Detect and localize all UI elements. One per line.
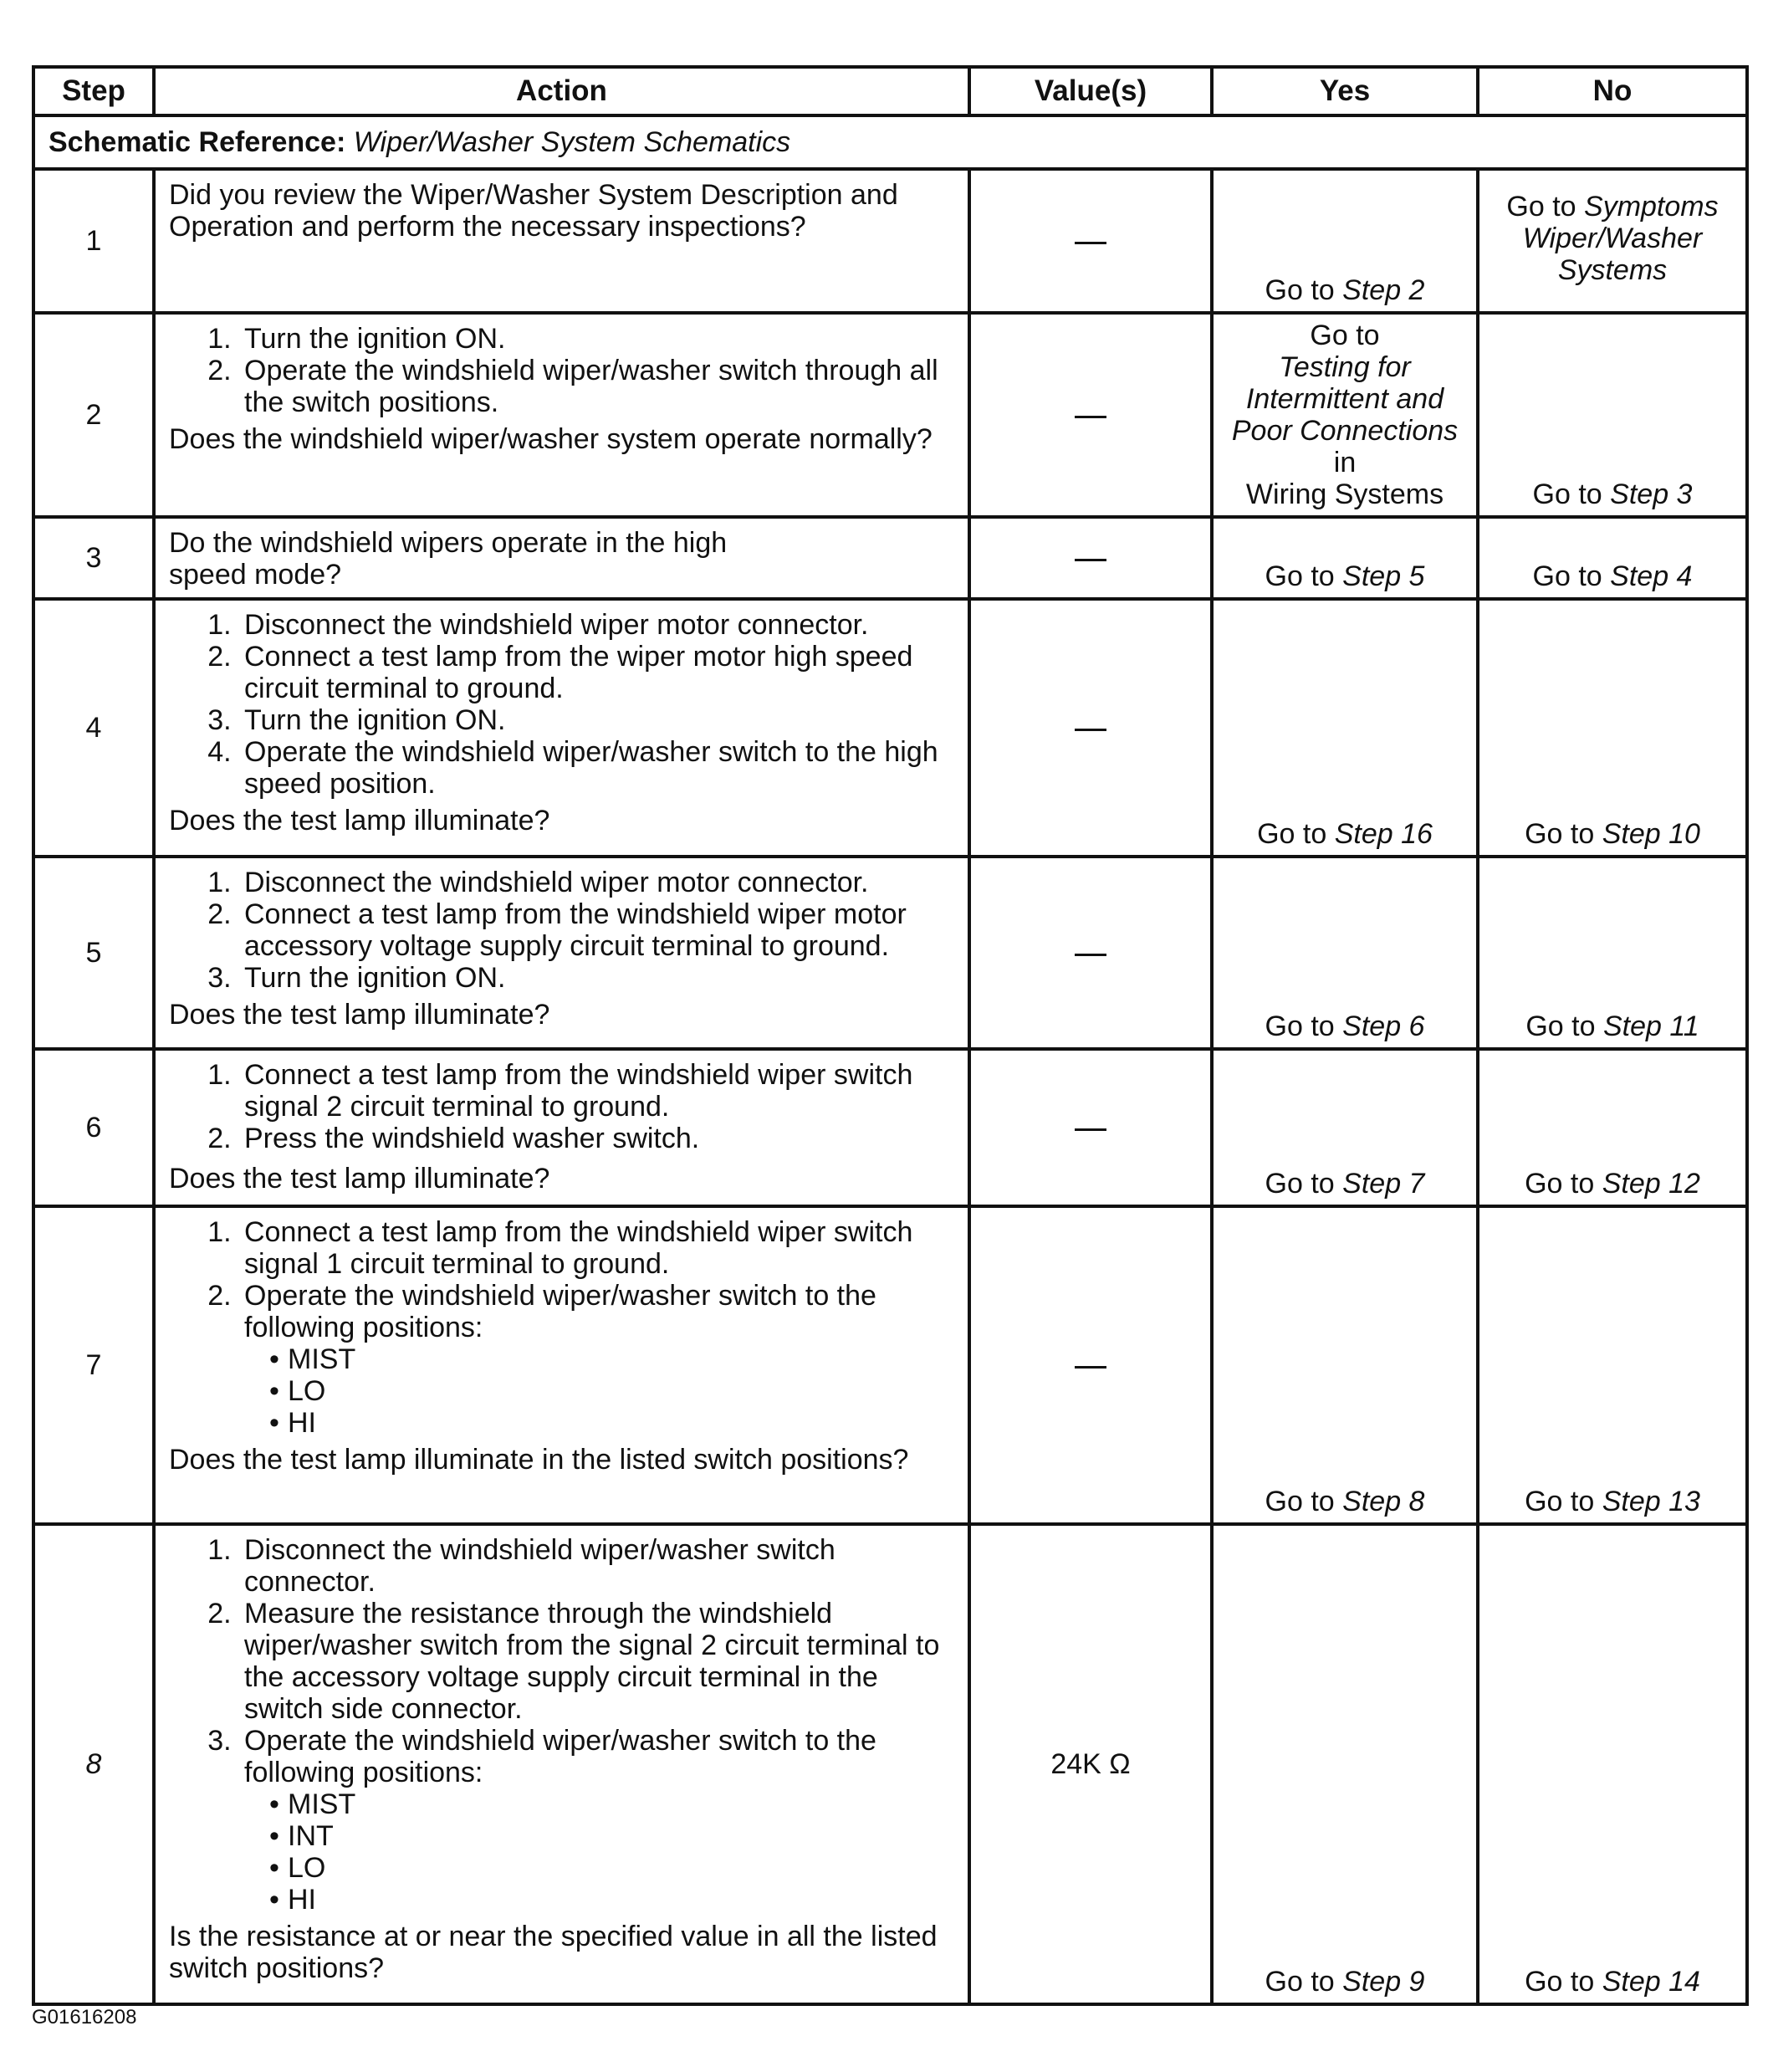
table-row xyxy=(33,1206,1747,1524)
table-row xyxy=(33,1049,1747,1206)
diagnostic-table xyxy=(32,65,1749,2006)
no-prefix: Go to xyxy=(1525,1966,1595,1998)
action-step: 2. Connect a test lamp from the windshield wiper motor accessory voltage supply circuit terminal to ground. xyxy=(239,898,953,962)
dash-icon xyxy=(1075,242,1106,244)
yes-cell xyxy=(1212,599,1478,857)
action-step xyxy=(239,1280,953,1439)
figure-code: G01616208 xyxy=(32,2006,137,2029)
yes-link[interactable]: Testing for Intermittent and Poor Connections xyxy=(1231,351,1459,447)
yes-cell xyxy=(1212,1524,1478,2004)
no-prefix: Go to xyxy=(1532,560,1602,592)
step-number: 8 xyxy=(33,1524,154,2004)
header-step: Step xyxy=(33,67,154,115)
schematic-reference xyxy=(33,115,1747,169)
dash-icon xyxy=(1075,1366,1106,1369)
yes-link[interactable]: Step 2 xyxy=(1342,274,1425,306)
list-item: • HI xyxy=(288,1884,953,1916)
step-number: 7 xyxy=(33,1206,154,1524)
yes-cell xyxy=(1212,1206,1478,1524)
no-prefix: Go to xyxy=(1525,1010,1596,1042)
no-link[interactable]: Symptoms Wiper/Washer Systems xyxy=(1522,191,1719,286)
switch-positions xyxy=(244,1343,953,1439)
action-step: 1. Turn the ignition ON. xyxy=(239,323,953,355)
switch-positions xyxy=(244,1788,953,1916)
table-row xyxy=(33,517,1747,599)
action-step: 3. Turn the ignition ON. xyxy=(239,962,953,994)
header-no: No xyxy=(1478,67,1747,115)
action-step: 1. Disconnect the windshield wiper/washer switch connector. xyxy=(239,1534,953,1598)
table-row xyxy=(33,599,1747,857)
action-question: Is the resistance at or near the specified value in all the listed switch positions? xyxy=(169,1921,938,1984)
schematic-reference-label: Schematic Reference: xyxy=(49,126,346,158)
action-step: 2. Operate the windshield wiper/washer switch through all the switch positions. xyxy=(239,355,953,418)
list-item: • MIST xyxy=(288,1343,953,1375)
no-cell xyxy=(1478,599,1747,857)
value-cell xyxy=(969,857,1212,1049)
action-cell xyxy=(154,1524,969,2004)
action-step: 1. Connect a test lamp from the windshield wiper switch signal 1 circuit terminal to ground. xyxy=(239,1216,953,1280)
schematic-reference-link[interactable]: Wiper/Washer System Schematics xyxy=(353,126,791,158)
no-cell xyxy=(1478,1206,1747,1524)
step-number: 3 xyxy=(33,517,154,599)
action-step-text: Operate the windshield wiper/washer switch to the following positions: xyxy=(244,1725,876,1788)
action-step xyxy=(239,1725,953,1916)
yes-cell xyxy=(1212,517,1478,599)
dash-icon xyxy=(1075,1128,1106,1131)
yes-prefix: Go to xyxy=(1310,320,1380,351)
yes-cell xyxy=(1212,857,1478,1049)
yes-prefix: Go to xyxy=(1265,560,1335,592)
step-number: 6 xyxy=(33,1049,154,1206)
yes-prefix: Go to xyxy=(1265,1168,1335,1200)
value-cell xyxy=(969,517,1212,599)
action-cell xyxy=(154,1206,969,1524)
yes-prefix: Go to xyxy=(1265,1010,1335,1042)
action-question: Does the windshield wiper/washer system operate normally? xyxy=(169,423,933,455)
yes-link[interactable]: Step 5 xyxy=(1342,560,1425,592)
value-cell xyxy=(969,1049,1212,1206)
table-row xyxy=(33,1524,1747,2004)
yes-cell xyxy=(1212,313,1478,517)
no-cell xyxy=(1478,1049,1747,1206)
yes-link[interactable]: Step 16 xyxy=(1334,818,1433,850)
no-prefix: Go to xyxy=(1525,1168,1595,1200)
no-link[interactable]: Step 13 xyxy=(1602,1486,1700,1517)
dash-icon xyxy=(1075,559,1106,561)
step-number: 5 xyxy=(33,857,154,1049)
action-steps xyxy=(169,1534,953,1916)
value-cell xyxy=(969,313,1212,517)
no-prefix: Go to xyxy=(1532,478,1602,510)
action-step: 2. Connect a test lamp from the wiper motor high speed circuit terminal to ground. xyxy=(239,641,953,704)
action-cell xyxy=(154,599,969,857)
action-cell xyxy=(154,313,969,517)
resistance-value: 24K Ω xyxy=(1050,1748,1131,1780)
no-prefix: Go to xyxy=(1525,1486,1595,1517)
table-row xyxy=(33,857,1747,1049)
no-cell xyxy=(1478,857,1747,1049)
action-step: 1. Disconnect the windshield wiper motor connector. xyxy=(239,609,953,641)
action-steps xyxy=(169,609,953,800)
yes-cell xyxy=(1212,1049,1478,1206)
action-step: 1. Connect a test lamp from the windshield wiper switch signal 2 circuit terminal to ground. xyxy=(239,1059,953,1123)
list-item: • LO xyxy=(288,1375,953,1407)
action-cell xyxy=(154,517,969,599)
no-link[interactable]: Step 14 xyxy=(1602,1966,1700,1998)
value-cell xyxy=(969,1524,1212,2004)
table-header-row xyxy=(33,67,1747,115)
action-question: Does the test lamp illuminate in the listed switch positions? xyxy=(169,1444,909,1476)
table-row xyxy=(33,313,1747,517)
yes-link[interactable]: Step 7 xyxy=(1342,1168,1425,1200)
dash-icon xyxy=(1075,729,1106,731)
action-steps xyxy=(169,323,953,418)
header-yes: Yes xyxy=(1212,67,1478,115)
step-number: 2 xyxy=(33,313,154,517)
no-link[interactable]: Step 10 xyxy=(1602,818,1700,850)
action-step: 3. Turn the ignition ON. xyxy=(239,704,953,736)
action-cell xyxy=(154,169,969,313)
schematic-reference-row xyxy=(33,115,1747,169)
list-item: • LO xyxy=(288,1852,953,1884)
list-item: • INT xyxy=(288,1820,953,1852)
no-link[interactable]: Step 3 xyxy=(1610,478,1693,510)
action-question: Does the test lamp illuminate? xyxy=(169,1163,550,1195)
action-question: Does the test lamp illuminate? xyxy=(169,999,550,1031)
action-question: Did you review the Wiper/Washer System Description and Operation and perform the necessary inspections? xyxy=(169,179,898,243)
step-number: 1 xyxy=(33,169,154,313)
no-prefix: Go to xyxy=(1525,818,1595,850)
yes-suffix: Wiring Systems xyxy=(1245,478,1444,510)
value-cell xyxy=(969,169,1212,313)
action-cell xyxy=(154,1049,969,1206)
yes-prefix: Go to xyxy=(1265,274,1335,306)
action-step: 4. Operate the windshield wiper/washer switch to the high speed position. xyxy=(239,736,953,800)
dash-icon xyxy=(1075,416,1106,418)
action-step: 1. Disconnect the windshield wiper motor connector. xyxy=(239,867,953,898)
list-item: • HI xyxy=(288,1407,953,1439)
action-question: Does the test lamp illuminate? xyxy=(169,805,550,836)
value-cell xyxy=(969,599,1212,857)
no-link[interactable]: Step 4 xyxy=(1610,560,1693,592)
yes-link[interactable]: Step 9 xyxy=(1342,1966,1425,1998)
yes-cell xyxy=(1212,169,1478,313)
action-step: 2. Measure the resistance through the windshield wiper/washer switch from the signal 2 circuit terminal to the accessory voltage supply circuit terminal in the switch side connector. xyxy=(239,1598,953,1725)
action-steps xyxy=(169,1059,953,1154)
yes-mid: in xyxy=(1333,447,1357,478)
action-cell xyxy=(154,857,969,1049)
header-action: Action xyxy=(154,67,969,115)
yes-prefix: Go to xyxy=(1265,1966,1335,1998)
no-cell xyxy=(1478,517,1747,599)
dash-icon xyxy=(1075,954,1106,956)
value-cell xyxy=(969,1206,1212,1524)
table-row xyxy=(33,169,1747,313)
list-item: • MIST xyxy=(288,1788,953,1820)
yes-link[interactable]: Step 6 xyxy=(1342,1010,1425,1042)
yes-prefix: Go to xyxy=(1265,1486,1335,1517)
action-steps xyxy=(169,1216,953,1439)
action-step-text: Operate the windshield wiper/washer switch to the following positions: xyxy=(244,1280,876,1343)
action-steps xyxy=(169,867,953,994)
no-cell xyxy=(1478,169,1747,313)
yes-prefix: Go to xyxy=(1257,818,1327,850)
no-cell xyxy=(1478,1524,1747,2004)
yes-link[interactable]: Step 8 xyxy=(1342,1486,1425,1517)
no-link[interactable]: Step 12 xyxy=(1602,1168,1700,1200)
header-values: Value(s) xyxy=(969,67,1212,115)
action-question: Do the windshield wipers operate in the high speed mode? xyxy=(169,527,728,591)
action-step: 2. Press the windshield washer switch. xyxy=(239,1123,953,1154)
no-cell xyxy=(1478,313,1747,517)
step-number: 4 xyxy=(33,599,154,857)
no-prefix: Go to xyxy=(1506,191,1576,223)
no-link[interactable]: Step 11 xyxy=(1602,1010,1699,1042)
